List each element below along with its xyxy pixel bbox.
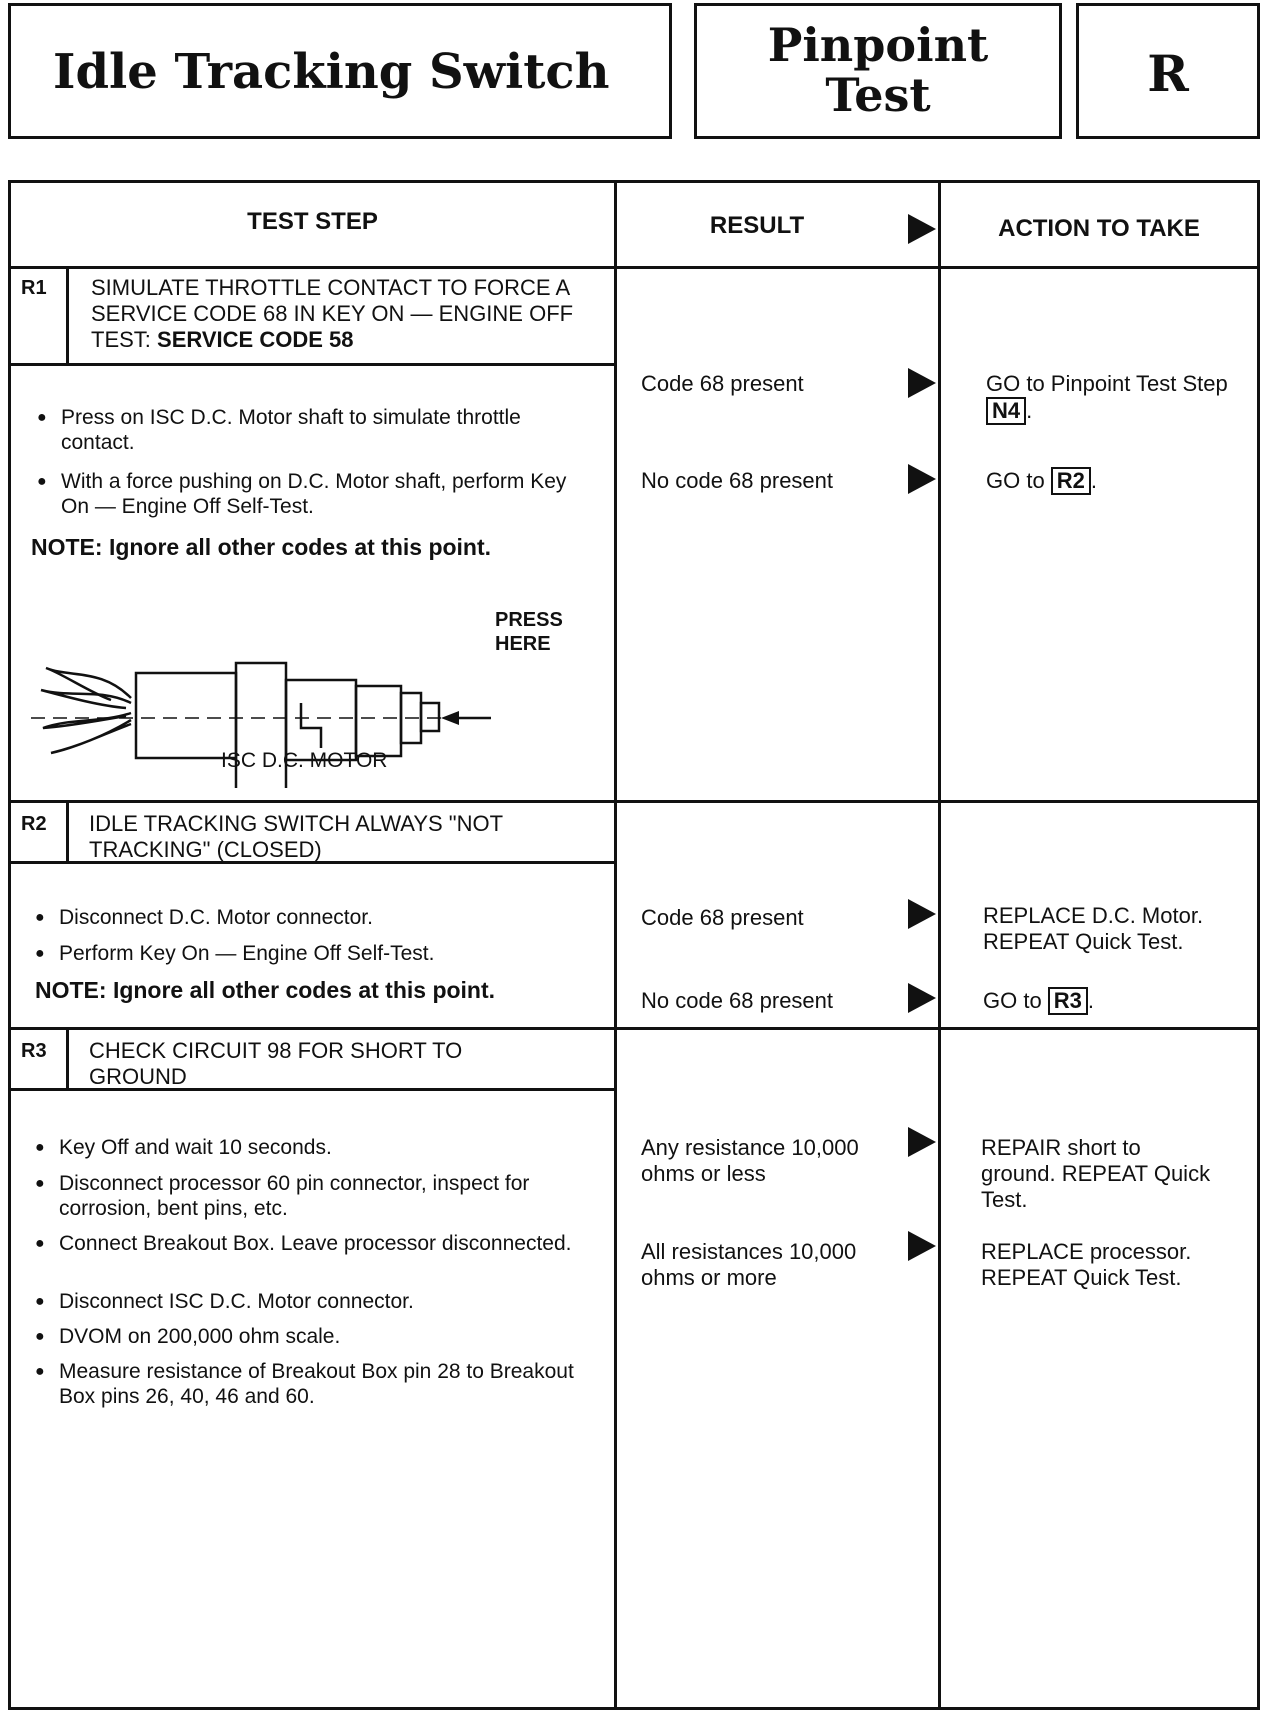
step-id-divider <box>66 800 69 863</box>
list-item: ● Disconnect D.C. Motor connector. <box>35 905 599 930</box>
arrow-icon <box>908 1127 936 1157</box>
result-text: No code 68 present <box>641 988 834 1013</box>
action-post: . <box>1090 468 1098 493</box>
result-text: Code 68 present <box>641 905 804 930</box>
row-divider <box>11 800 1257 803</box>
here-label: HERE <box>495 633 551 655</box>
step-title-bold: SERVICE CODE 58 <box>157 327 354 352</box>
action-text: REPLACE processor. REPEAT Quick Test. <box>981 1239 1192 1290</box>
test-letter: R <box>1147 44 1189 103</box>
result-text: All resistances 10,000 ohms or more <box>641 1239 857 1290</box>
action-text: REPAIR short to ground. REPEAT Quick Test. <box>981 1135 1211 1212</box>
step-title: IDLE TRACKING SWITCH ALWAYS "NOT TRACKING" (CLOSED) <box>89 811 503 862</box>
step-note: NOTE: Ignore all other codes at this point. <box>31 534 492 560</box>
test-type-line1: Pinpoint <box>767 18 989 72</box>
figure-caption: ISC D.C. MOTOR <box>221 749 388 772</box>
row-divider <box>11 1027 1257 1030</box>
column-divider <box>614 183 617 1707</box>
step-ref-r3[interactable]: R3 <box>1048 987 1088 1015</box>
list-item: ● Disconnect processor 60 pin connector, inspect for corrosion, bent pins, etc. <box>35 1171 599 1221</box>
step-ref-n4[interactable]: N4 <box>986 397 1026 425</box>
action-post: . <box>1026 398 1033 423</box>
header-result: RESULT <box>709 212 805 239</box>
step-note: NOTE: Ignore all other codes at this point. <box>35 977 496 1003</box>
list-item: ● Key Off and wait 10 seconds. <box>35 1135 599 1160</box>
action-pre: GO to <box>986 468 1051 493</box>
action-pre: GO to <box>983 988 1048 1013</box>
step-title <box>91 275 611 353</box>
step-id-divider <box>66 1027 69 1091</box>
action-text: REPLACE D.C. Motor. REPEAT Quick Test. <box>983 903 1204 954</box>
step-title: CHECK CIRCUIT 98 FOR SHORT TO GROUND <box>89 1038 463 1089</box>
action-post: . <box>1087 988 1095 1013</box>
arrow-icon <box>908 368 936 398</box>
result-text: Any resistance 10,000 ohms or less <box>641 1135 859 1186</box>
list-item: ● Measure resistance of Breakout Box pin 28 to Breakout Box pins 26, 40, 46 and 60. <box>35 1359 599 1409</box>
action-pre: GO to Pinpoint Test Step <box>986 371 1228 396</box>
press-here-label <box>495 608 563 656</box>
step-id: R1 <box>21 277 47 299</box>
list-item: ● Connect Breakout Box. Leave processor disconnected. <box>35 1231 599 1256</box>
action-text <box>986 371 1236 425</box>
list-item: ● With a force pushing on D.C. Motor shaft, perform Key On — Engine Off Self-Test. <box>37 469 581 519</box>
page-title: Idle Tracking Switch <box>53 44 610 100</box>
test-type-box <box>694 3 1062 139</box>
press-label: PRESS <box>495 609 563 631</box>
arrow-icon <box>908 1231 936 1261</box>
title-box <box>8 3 672 139</box>
header-test-step: TEST STEP <box>247 208 378 235</box>
list-item: ● Perform Key On — Engine Off Self-Test. <box>35 941 599 966</box>
result-text: No code 68 present <box>641 468 834 493</box>
list-item: ● Disconnect ISC D.C. Motor connector. <box>35 1289 599 1314</box>
pinpoint-table <box>8 180 1260 1710</box>
step-id: R3 <box>21 1040 47 1062</box>
step-title-text: SIMULATE THROTTLE CONTACT TO FORCE A SERVICE CODE 68 IN KEY ON — ENGINE OFF TEST: <box>91 275 574 352</box>
step-ref-r2[interactable]: R2 <box>1051 467 1091 495</box>
step-id: R2 <box>21 813 47 835</box>
arrow-icon <box>908 464 936 494</box>
test-letter-box <box>1076 3 1260 139</box>
arrow-icon <box>908 899 936 929</box>
test-type-line2: Test <box>825 68 931 122</box>
arrow-icon <box>908 983 936 1013</box>
step-title-divider <box>11 363 617 366</box>
column-divider <box>938 183 941 1707</box>
step-id-divider <box>66 266 69 366</box>
row-divider <box>11 266 1257 269</box>
test-type-label <box>697 20 1059 120</box>
list-item: ● Press on ISC D.C. Motor shaft to simulate throttle contact. <box>37 405 581 455</box>
action-text <box>986 467 1097 495</box>
arrow-icon <box>908 214 936 244</box>
header-action: ACTION TO TAKE <box>998 215 1200 242</box>
action-text <box>983 987 1094 1015</box>
list-item: ● DVOM on 200,000 ohm scale. <box>35 1324 599 1349</box>
result-text: Code 68 present <box>641 371 804 396</box>
